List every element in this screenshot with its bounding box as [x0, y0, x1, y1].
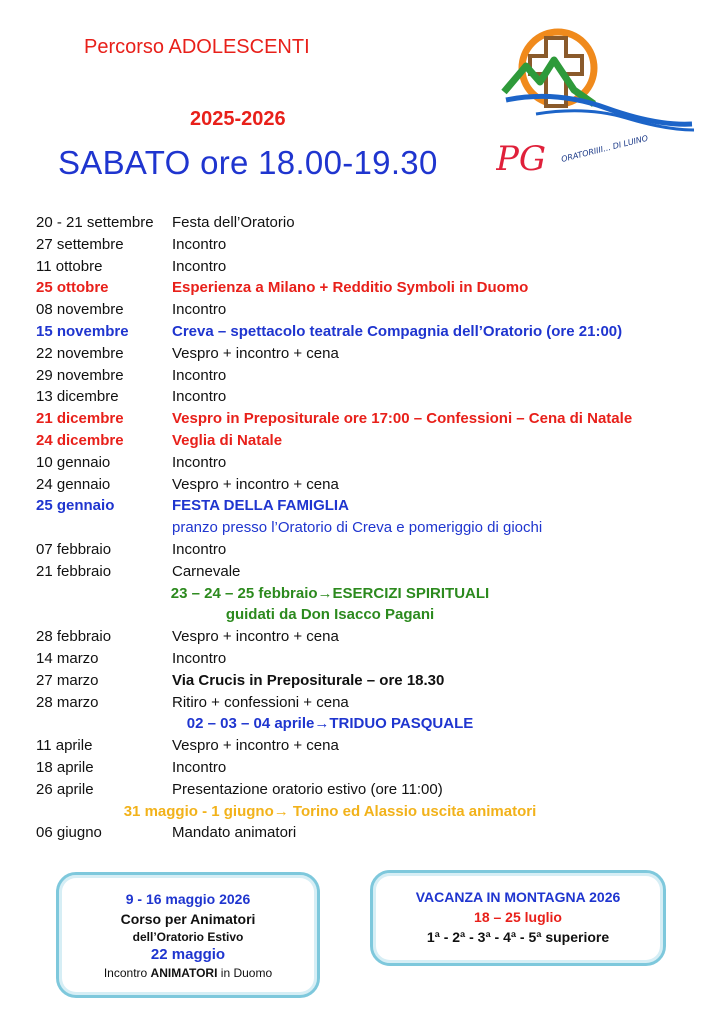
schedule-row [36, 626, 696, 648]
animatori-course-box [56, 872, 320, 998]
schedule-date: 21 febbraio [36, 562, 112, 580]
schedule-row [36, 583, 696, 605]
schedule-event: Vespro + incontro + cena [172, 344, 339, 362]
schedule-row [36, 452, 696, 474]
mountain-holiday-box [370, 870, 666, 966]
schedule-row [36, 299, 696, 321]
meeting-date: 22 maggio [150, 946, 226, 963]
schedule-row [36, 539, 696, 561]
schedule-event: Via Crucis in Prepositurale – ore 18.30 [172, 671, 445, 689]
schedule-row [36, 408, 696, 430]
schedule-row [36, 604, 696, 626]
page-title: Percorso ADOLESCENTI [84, 36, 310, 58]
schedule-row [36, 822, 696, 844]
schedule-event-centered: 23 – 24 – 25 febbraio→ESERCIZI SPIRITUALI [170, 584, 490, 602]
schedule-date: 08 novembre [36, 301, 124, 319]
schedule-event: Vespro + incontro + cena [172, 475, 339, 493]
schedule-event-centered: 31 maggio - 1 giugno→ Torino ed Alassio uscita animatori [123, 802, 537, 820]
schedule-event: Carnevale [172, 562, 241, 580]
meeting-text: Incontro ANIMATORI in Duomo [103, 966, 273, 980]
schedule-date: 22 novembre [36, 344, 124, 362]
schedule-row [36, 801, 696, 823]
schedule-event: Ritiro + confessioni + cena [172, 693, 349, 711]
schedule-date: 27 settembre [36, 235, 124, 253]
schedule-event: Incontro [172, 388, 227, 406]
oratorio-logo [496, 20, 696, 185]
schedule-event: Vespro + incontro + cena [172, 737, 339, 755]
schedule-date: 28 febbraio [36, 628, 112, 646]
schedule-date: 14 marzo [36, 649, 99, 667]
holiday-classes: 1ª - 2ª - 3ª - 4ª - 5ª superiore [426, 929, 610, 945]
schedule-event-centered: 02 – 03 – 04 aprile→TRIDUO PASQUALE [186, 715, 474, 733]
schedule-row [36, 234, 696, 256]
schedule-row [36, 517, 696, 539]
logo-caption: ORATORIIII... DI LUINO [560, 133, 649, 164]
schedule-date: 27 marzo [36, 671, 99, 689]
schedule-list [36, 212, 696, 844]
schedule-date: 26 aprile [36, 780, 94, 798]
holiday-dates: 18 – 25 luglio [474, 909, 562, 925]
schedule-event: Festa dell’Oratorio [172, 214, 295, 231]
schedule-event: Incontro [172, 235, 227, 253]
schedule-event: Incontro [172, 257, 227, 275]
schedule-date: 28 marzo [36, 693, 99, 711]
schedule-date: 24 dicembre [36, 431, 124, 449]
holiday-title: VACANZA IN MONTAGNA 2026 [415, 889, 621, 905]
schedule-time-heading: SABATO ore 18.00-19.30 [58, 144, 438, 181]
schedule-row [36, 386, 696, 408]
schedule-date: 15 novembre [36, 322, 129, 340]
schedule-row [36, 735, 696, 757]
schedule-row [36, 321, 696, 343]
logo-wave-1 [506, 96, 692, 124]
schedule-event: Incontro [172, 540, 227, 558]
schedule-event: pranzo presso l’Oratorio di Creva e pomeriggio di giochi [172, 519, 543, 537]
schedule-event: Vespro in Prepositurale ore 17:00 – Confessioni – Cena di Natale [172, 410, 633, 428]
schedule-date: 25 ottobre [36, 279, 109, 297]
schedule-row [36, 495, 696, 517]
schedule-row [36, 343, 696, 365]
schedule-date: 24 gennaio [36, 475, 111, 493]
schedule-event: Incontro [172, 301, 227, 319]
schedule-date: 07 febbraio [36, 540, 112, 558]
schedule-date: 18 aprile [36, 758, 94, 776]
schedule-event: FESTA DELLA FAMIGLIA [172, 497, 349, 515]
course-title: Corso per Animatori [120, 911, 256, 927]
schedule-event: Vespro + incontro + cena [172, 628, 339, 646]
schedule-row [36, 256, 696, 278]
schedule-date: 29 novembre [36, 366, 124, 384]
schedule-event: Presentazione oratorio estivo (ore 11:00) [172, 780, 443, 798]
schedule-row [36, 757, 696, 779]
schedule-row [36, 648, 696, 670]
schedule-row [36, 561, 696, 583]
schedule-date: 25 gennaio [36, 497, 115, 515]
schedule-row [36, 713, 696, 735]
course-dates: 9 - 16 maggio 2026 [125, 891, 251, 907]
schedule-row [36, 212, 696, 234]
schedule-date: 11 aprile [36, 737, 93, 755]
course-subtitle: dell’Oratorio Estivo [132, 930, 244, 944]
schedule-row [36, 430, 696, 452]
logo-pg: PG [496, 139, 547, 179]
schedule-event: Incontro [172, 649, 227, 667]
schedule-event: Incontro [172, 453, 227, 471]
schedule-event: Esperienza a Milano + Redditio Symboli in Duomo [172, 279, 529, 297]
year-label: 2025-2026 [190, 108, 286, 130]
schedule-date: 20 - 21 settembre [36, 214, 154, 231]
schedule-row [36, 365, 696, 387]
schedule-date: 06 giugno [36, 824, 102, 842]
schedule-date: 13 dicembre [36, 388, 119, 406]
schedule-event: Incontro [172, 758, 227, 776]
schedule-event-centered: guidati da Don Isacco Pagani [225, 606, 435, 624]
schedule-row [36, 779, 696, 801]
logo-wave-2 [536, 111, 694, 130]
schedule-event: Mandato animatori [172, 824, 297, 842]
schedule-row [36, 277, 696, 299]
schedule-event: Creva – spettacolo teatrale Compagnia dell’Oratorio (ore 21:00) [172, 322, 623, 340]
schedule-event: Incontro [172, 366, 227, 384]
schedule-date: 21 dicembre [36, 410, 124, 428]
schedule-date: 10 gennaio [36, 453, 111, 471]
schedule-date: 11 ottobre [36, 257, 103, 275]
schedule-event: Veglia di Natale [172, 431, 283, 449]
schedule-row [36, 670, 696, 692]
schedule-row [36, 474, 696, 496]
schedule-row [36, 692, 696, 714]
